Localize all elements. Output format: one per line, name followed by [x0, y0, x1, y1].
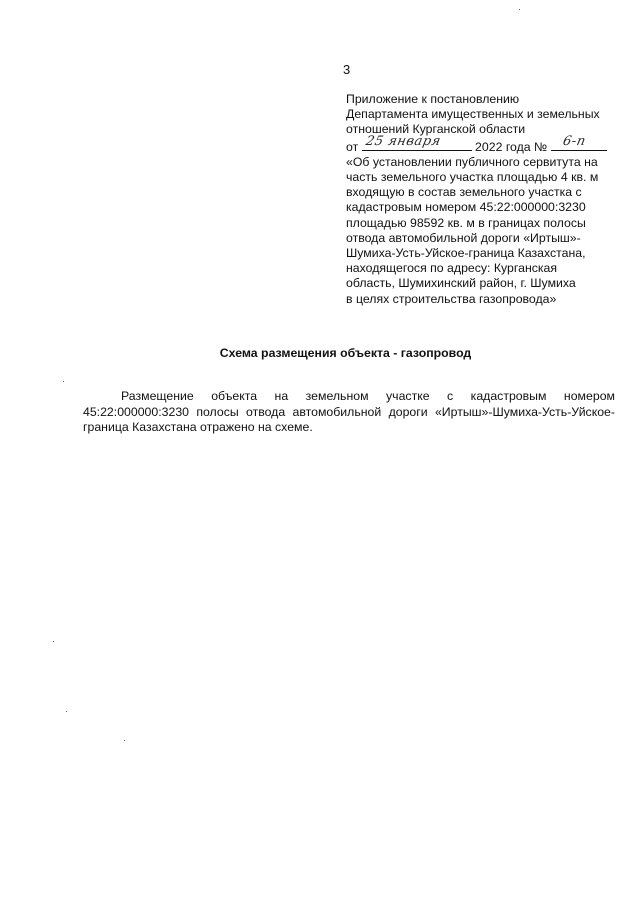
scan-speck	[124, 740, 125, 741]
body-paragraph: Размещение объекта на земельном участке с кадастровым номером 45:22:000000:3230 полосы отвода автомобильной дороги «Иртыш»-Шумиха-Усть-Уйское-граница Казахстана отражено на схеме.	[83, 389, 615, 434]
appendix-line: Департамента имущественных и земельных	[346, 107, 600, 122]
scan-speck	[63, 381, 64, 382]
handwritten-number: 6-п	[561, 134, 587, 150]
appendix-line: площадью 98592 кв. м в границах полосы	[346, 215, 586, 230]
appendix-line: «Об установлении публичного сервитута на	[346, 154, 598, 169]
scan-speck	[53, 641, 54, 642]
section-heading: Схема размещения объекта - газопровод	[219, 346, 472, 360]
appendix-block	[346, 92, 626, 307]
year-text: 2022 года №	[475, 139, 548, 154]
number-blank	[551, 134, 607, 151]
date-blank	[362, 134, 472, 151]
scan-speck	[519, 9, 520, 10]
appendix-line: кадастровым номером 45:22:000000:3230	[346, 200, 586, 215]
appendix-line: в целях строительства газопровода»	[346, 291, 557, 306]
appendix-line: находящегося по адресу: Курганская	[346, 261, 558, 276]
appendix-line: Приложение к постановлению	[346, 92, 520, 106]
appendix-line: отношений Курганской области	[346, 122, 526, 137]
appendix-line: область, Шумихинский район, г. Шумиха	[346, 276, 576, 291]
scan-speck	[66, 711, 67, 712]
handwritten-date: 25 января	[364, 134, 442, 150]
appendix-line: часть земельного участка площадью 4 кв. м	[346, 170, 599, 185]
appendix-line: входящую в состав земельного участка с	[346, 185, 582, 200]
date-prefix: от	[346, 139, 359, 154]
resolution-date-line	[346, 134, 626, 155]
appendix-line: отвода автомобильной дороги «Иртыш»-	[346, 230, 581, 245]
page-number: 3	[343, 62, 351, 77]
appendix-line: Шумиха-Усть-Уйское-граница Казахстана,	[346, 246, 586, 261]
